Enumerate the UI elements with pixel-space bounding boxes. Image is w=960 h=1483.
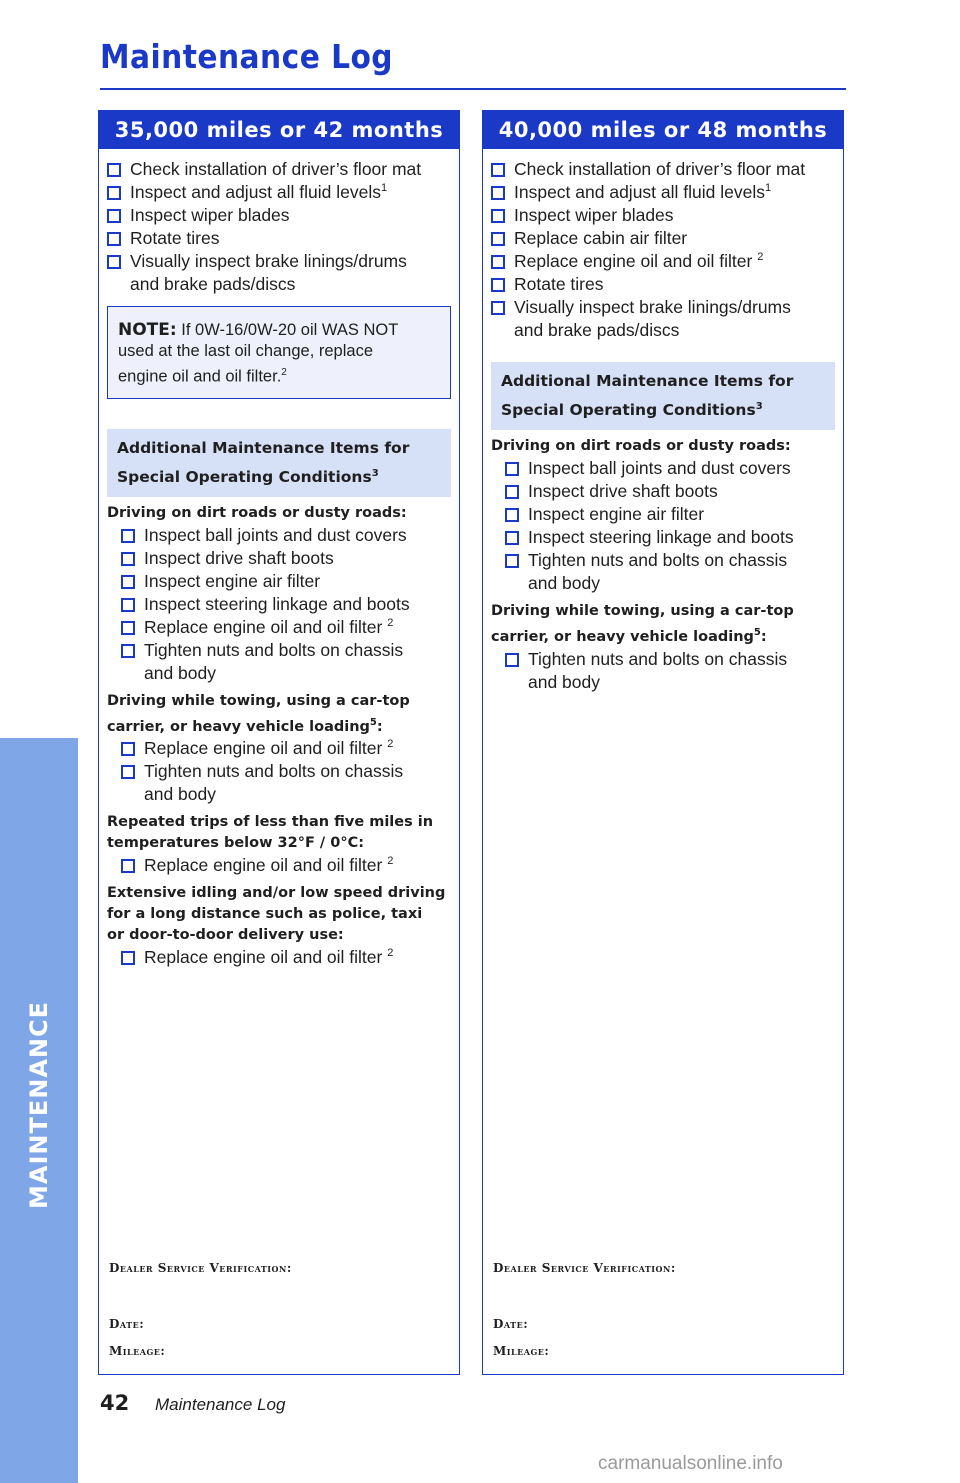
condition-heading-dirt-roads: Driving on dirt roads or dusty roads:	[491, 438, 791, 455]
checklist-item: Tighten nuts and bolts on chassis	[107, 639, 459, 662]
additional-items-heading: Additional Maintenance Items for Special Operating Conditions$^3$	[107, 429, 451, 497]
checklist-item: Tighten nuts and bolts on chassis	[491, 549, 843, 572]
checklist-item: Replace engine oil and oil filter $^2$	[107, 854, 459, 877]
condition-heading-towing: Driving while towing, using a car-top carrier, or heavy vehicle loading$^5$:	[107, 692, 410, 735]
checklist-item-continued: and body	[144, 784, 217, 805]
footer-section-title: Maintenance Log	[155, 1395, 286, 1414]
checklist-item: Inspect and adjust all fluid levels$^1$	[491, 181, 843, 204]
checklist-item: Inspect ball joints and dust covers	[107, 524, 459, 547]
checkbox[interactable]	[107, 255, 121, 269]
checkbox[interactable]	[121, 621, 135, 635]
checklist-item: Inspect and adjust all fluid levels$^1$	[107, 181, 459, 204]
checkbox[interactable]	[491, 209, 505, 223]
checklist-item: Inspect engine air filter	[107, 570, 459, 593]
checklist-item: Inspect engine air filter	[491, 503, 843, 526]
checkbox[interactable]	[107, 209, 121, 223]
checklist-item: Tighten nuts and bolts on chassis	[107, 760, 459, 783]
checkbox[interactable]	[505, 554, 519, 568]
checkbox[interactable]	[505, 653, 519, 667]
checklist-item: Replace cabin air filter	[491, 227, 843, 250]
watermark: carmanualsonline.info	[598, 1453, 783, 1474]
additional-items-heading: Additional Maintenance Items for Special Operating Conditions$^3$	[491, 362, 835, 430]
checklist-item-continued: and body	[528, 573, 601, 594]
column-heading: 40,000 miles or 48 months	[483, 111, 843, 149]
page-title: Maintenance Log	[100, 37, 394, 76]
checkbox[interactable]	[121, 765, 135, 779]
checklist-item: Rotate tires	[107, 227, 459, 250]
checklist-item: Inspect steering linkage and boots	[491, 526, 843, 549]
checkbox[interactable]	[107, 232, 121, 246]
log-column-35000	[98, 110, 460, 1375]
checkbox[interactable]	[491, 186, 505, 200]
oil-note: NOTE: If 0W-16/0W-20 oil WAS NOT used at the last oil change, replace engine oil and oil filter.$^2$	[107, 306, 451, 399]
page-number: 42	[100, 1391, 130, 1415]
checkbox[interactable]	[505, 508, 519, 522]
checkbox[interactable]	[121, 575, 135, 589]
checklist-item: Replace engine oil and oil filter $^2$	[107, 946, 459, 969]
checklist-item: Inspect steering linkage and boots	[107, 593, 459, 616]
date-label: Date:	[109, 1317, 145, 1331]
checklist-item: Check installation of driver’s floor mat	[491, 158, 843, 181]
checkbox[interactable]	[121, 742, 135, 756]
checklist-item: Inspect drive shaft boots	[491, 480, 843, 503]
date-label: Date:	[493, 1317, 529, 1331]
condition-heading-dirt-roads: Driving on dirt roads or dusty roads:	[107, 504, 407, 521]
checklist-item: Replace engine oil and oil filter $^2$	[491, 250, 843, 273]
checkbox[interactable]	[121, 598, 135, 612]
checklist-item: Visually inspect brake linings/drums	[107, 250, 459, 273]
checkbox[interactable]	[491, 278, 505, 292]
checklist-item: Replace engine oil and oil filter $^2$	[107, 737, 459, 760]
checkbox[interactable]	[107, 163, 121, 177]
checkbox[interactable]	[107, 186, 121, 200]
condition-heading-towing: Driving while towing, using a car-top carrier, or heavy vehicle loading$^5$:	[491, 603, 794, 645]
checkbox[interactable]	[505, 462, 519, 476]
checklist-item: Check installation of driver’s floor mat	[107, 158, 459, 181]
checklist-item: Inspect wiper blades	[491, 204, 843, 227]
dealer-verification-label: Dealer Service Verification:	[493, 1261, 676, 1275]
condition-heading-idling: Extensive idling and/or low speed driving for a long distance such as police, taxi or door-to-door delivery use:	[107, 885, 446, 944]
checkbox[interactable]	[505, 485, 519, 499]
checkbox[interactable]	[491, 163, 505, 177]
checklist-item: Inspect wiper blades	[107, 204, 459, 227]
checkbox[interactable]	[491, 255, 505, 269]
checklist-item: Inspect drive shaft boots	[107, 547, 459, 570]
checklist-item: Tighten nuts and bolts on chassis	[491, 648, 843, 671]
checkbox[interactable]	[121, 529, 135, 543]
checklist-item-continued: and body	[528, 671, 601, 692]
checkbox[interactable]	[121, 951, 135, 965]
checklist-item: Inspect ball joints and dust covers	[491, 457, 843, 480]
checklist-item-continued: and brake pads/discs	[130, 274, 296, 294]
checkbox[interactable]	[491, 301, 505, 315]
checklist-item-continued: and brake pads/discs	[514, 320, 680, 340]
column-heading: 35,000 miles or 42 months	[99, 111, 459, 149]
mileage-label: Mileage:	[493, 1344, 550, 1358]
mileage-label: Mileage:	[109, 1344, 166, 1358]
note-label: NOTE:	[118, 320, 177, 340]
title-divider	[100, 88, 846, 90]
checkbox[interactable]	[505, 531, 519, 545]
checkbox[interactable]	[121, 859, 135, 873]
side-tab-label: MAINTENANCE	[25, 1001, 53, 1209]
checkbox[interactable]	[491, 232, 505, 246]
dealer-verification-label: Dealer Service Verification:	[109, 1261, 292, 1275]
checklist-item: Replace engine oil and oil filter $^2$	[107, 616, 459, 639]
checklist-item: Rotate tires	[491, 273, 843, 296]
condition-heading-cold-trips: Repeated trips of less than five miles in temperatures below 32°F / 0°C:	[107, 814, 434, 852]
checklist-item: Visually inspect brake linings/drums	[491, 296, 843, 319]
log-column-40000	[482, 110, 844, 1375]
checklist-item-continued: and body	[144, 662, 217, 683]
checkbox[interactable]	[121, 644, 135, 658]
checkbox[interactable]	[121, 552, 135, 566]
